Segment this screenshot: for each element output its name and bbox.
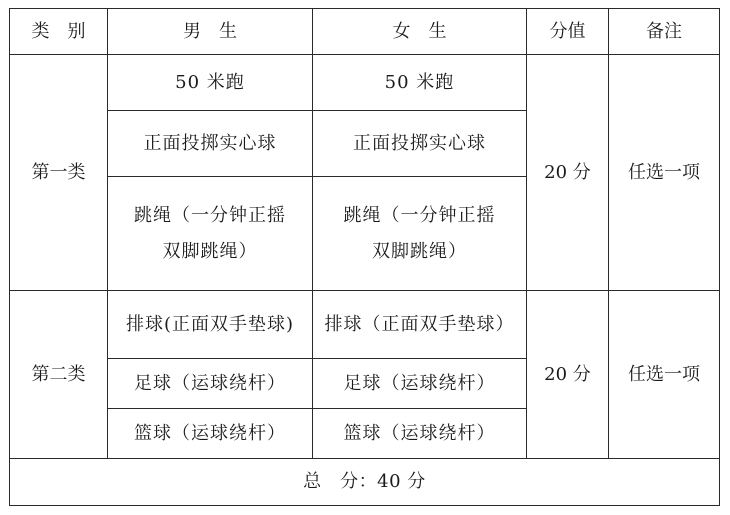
header-score: 分值: [527, 9, 609, 55]
header-male: 男 生: [108, 9, 313, 55]
female-event-cell: 50 米跑: [313, 55, 527, 111]
category-group1: 第一类: [10, 55, 108, 291]
female-event-cell: 篮球（运球绕杆）: [313, 409, 527, 459]
male-event-cell: 正面投掷实心球: [108, 111, 313, 177]
header-female: 女 生: [313, 9, 527, 55]
female-event-cell: 足球（运球绕杆）: [313, 359, 527, 409]
header-note: 备注: [609, 9, 720, 55]
total-score: 总 分：40 分: [10, 459, 720, 506]
male-event-cell: 跳绳（一分钟正摇双脚跳绳）: [108, 177, 313, 291]
male-event-cell: 50 米跑: [108, 55, 313, 111]
pe-exam-table: [9, 8, 720, 506]
header-row: [10, 9, 720, 55]
total-row: [10, 459, 720, 506]
table-row: [10, 55, 720, 111]
header-category: 类 别: [10, 9, 108, 55]
note-group1: 任选一项: [609, 55, 720, 291]
female-event-cell: 排球（正面双手垫球）: [313, 291, 527, 359]
female-event-cell: 正面投掷实心球: [313, 111, 527, 177]
score-group1: 20 分: [527, 55, 609, 291]
male-event-cell: 篮球（运球绕杆）: [108, 409, 313, 459]
female-event-cell: 跳绳（一分钟正摇双脚跳绳）: [313, 177, 527, 291]
table-row: [10, 291, 720, 359]
category-group2: 第二类: [10, 291, 108, 459]
note-group2: 任选一项: [609, 291, 720, 459]
score-group2: 20 分: [527, 291, 609, 459]
male-event-cell: 足球（运球绕杆）: [108, 359, 313, 409]
male-event-cell: 排球(正面双手垫球): [108, 291, 313, 359]
